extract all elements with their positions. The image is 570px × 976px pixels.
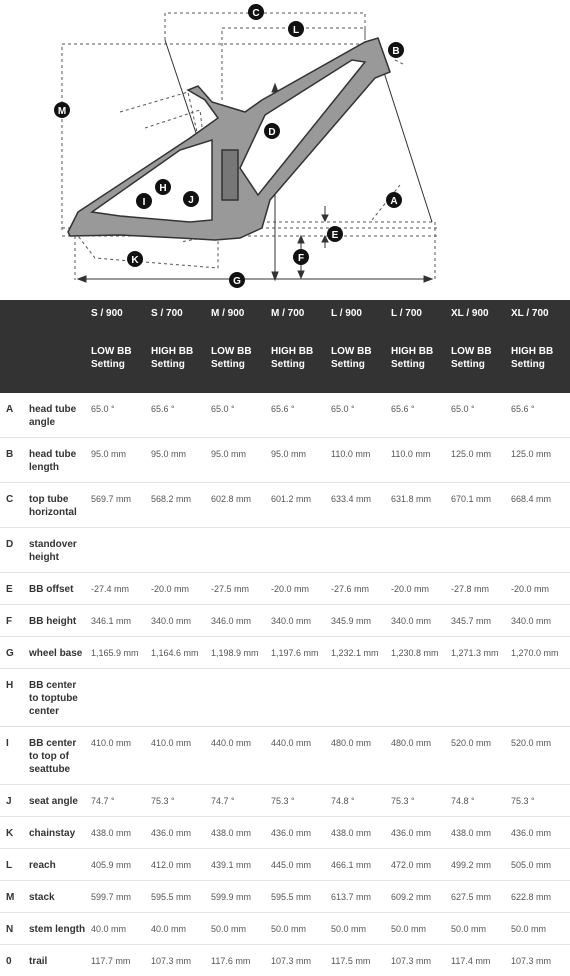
table-cell: 107.3 mm [390,945,450,976]
size-header: S / 900 [90,300,150,341]
table-cell: 631.8 mm [390,483,450,528]
table-cell: 668.4 mm [510,483,570,528]
bb-setting-header: HIGH BB Setting [510,341,570,393]
table-cell: -27.4 mm [90,573,150,605]
svg-text:D: D [268,127,275,138]
table-header [0,300,570,393]
row-label: wheel base [28,637,90,669]
table-cell: 670.1 mm [450,483,510,528]
size-header: S / 700 [150,300,210,341]
table-cell: 436.0 mm [510,817,570,849]
row-letter: E [0,573,28,605]
table-cell: 466.1 mm [330,849,390,881]
table-cell: 595.5 mm [270,881,330,913]
table-cell [330,528,390,573]
size-header: XL / 900 [450,300,510,341]
table-cell: 609.2 mm [390,881,450,913]
marker-d [264,123,280,139]
bb-setting-header: LOW BB Setting [210,341,270,393]
table-cell: 95.0 mm [150,438,210,483]
table-cell: 1,164.6 mm [150,637,210,669]
table-cell: 110.0 mm [390,438,450,483]
row-label: BB center to top of seattube [28,727,90,785]
table-cell: 110.0 mm [330,438,390,483]
table-cell: 345.9 mm [330,605,390,637]
svg-text:H: H [159,183,166,194]
table-cell: -20.0 mm [510,573,570,605]
size-header: M / 900 [210,300,270,341]
table-row [0,669,570,727]
table-cell: 438.0 mm [450,817,510,849]
geometry-table [0,300,570,976]
table-cell [390,669,450,727]
table-cell: 520.0 mm [510,727,570,785]
marker-m [54,102,70,118]
table-cell: 107.3 mm [510,945,570,976]
marker-l [288,21,304,37]
table-cell: 125.0 mm [450,438,510,483]
row-letter: I [0,727,28,785]
table-cell: 50.0 mm [210,913,270,945]
table-cell [270,528,330,573]
table-cell: 345.7 mm [450,605,510,637]
table-cell [270,669,330,727]
row-label: standover height [28,528,90,573]
table-cell: 117.4 mm [450,945,510,976]
table-cell: 568.2 mm [150,483,210,528]
table-cell: 107.3 mm [150,945,210,976]
table-cell: 40.0 mm [150,913,210,945]
table-row [0,785,570,817]
table-cell: 412.0 mm [150,849,210,881]
table-row [0,438,570,483]
table-cell: 599.9 mm [210,881,270,913]
table-cell: 601.2 mm [270,483,330,528]
table-cell: 438.0 mm [210,817,270,849]
table-cell: 65.0 ° [210,393,270,438]
svg-text:K: K [131,255,139,266]
table-cell: 410.0 mm [150,727,210,785]
table-cell: 1,165.9 mm [90,637,150,669]
svg-text:J: J [188,195,194,206]
svg-text:L: L [293,25,299,36]
row-label: BB height [28,605,90,637]
table-cell: -27.8 mm [450,573,510,605]
table-cell: -27.5 mm [210,573,270,605]
row-label: stack [28,881,90,913]
row-label: trail [28,945,90,976]
table-cell: 1,198.9 mm [210,637,270,669]
row-letter: N [0,913,28,945]
svg-text:B: B [392,46,399,57]
table-cell [330,669,390,727]
table-cell: 75.3 ° [510,785,570,817]
table-cell: 410.0 mm [90,727,150,785]
svg-text:F: F [298,253,304,264]
table-cell: 1,230.8 mm [390,637,450,669]
table-cell: 627.5 mm [450,881,510,913]
table-cell [390,528,450,573]
table-cell [90,669,150,727]
table-cell: 117.5 mm [330,945,390,976]
table-row [0,945,570,976]
table-cell [450,669,510,727]
bb-setting-header-row [0,341,570,393]
row-label: BB center to toptube center [28,669,90,727]
frame-geometry-diagram [0,0,570,300]
marker-h [155,179,171,195]
table-cell: 405.9 mm [90,849,150,881]
table-cell: 65.6 ° [390,393,450,438]
row-letter: F [0,605,28,637]
row-letter: C [0,483,28,528]
table-cell: 602.8 mm [210,483,270,528]
table-cell: 75.3 ° [150,785,210,817]
table-cell: 340.0 mm [150,605,210,637]
row-letter: M [0,881,28,913]
table-cell [150,669,210,727]
table-row [0,637,570,669]
marker-j [183,191,199,207]
table-cell: -20.0 mm [270,573,330,605]
table-row [0,573,570,605]
row-letter: L [0,849,28,881]
table-cell: 50.0 mm [270,913,330,945]
table-cell: 480.0 mm [390,727,450,785]
marker-c [248,4,264,20]
table-cell: 346.1 mm [90,605,150,637]
table-cell: 340.0 mm [390,605,450,637]
table-cell: 50.0 mm [510,913,570,945]
svg-text:A: A [390,196,397,207]
table-cell: 569.7 mm [90,483,150,528]
table-cell: 622.8 mm [510,881,570,913]
row-label: reach [28,849,90,881]
table-cell: 340.0 mm [270,605,330,637]
row-letter: J [0,785,28,817]
table-cell: 1,270.0 mm [510,637,570,669]
table-cell: 107.3 mm [270,945,330,976]
table-cell: 74.8 ° [330,785,390,817]
table-cell: 440.0 mm [210,727,270,785]
table-cell: 1,197.6 mm [270,637,330,669]
bb-setting-header: HIGH BB Setting [150,341,210,393]
size-header: L / 700 [390,300,450,341]
table-row [0,881,570,913]
table-row [0,913,570,945]
table-cell: 95.0 mm [210,438,270,483]
svg-text:M: M [58,106,66,117]
table-cell [210,669,270,727]
size-header: L / 900 [330,300,390,341]
row-label: head tube angle [28,393,90,438]
row-label: top tube horizontal [28,483,90,528]
table-cell: 65.6 ° [510,393,570,438]
table-cell: 436.0 mm [150,817,210,849]
table-cell: 74.8 ° [450,785,510,817]
table-cell [450,528,510,573]
table-cell: 50.0 mm [450,913,510,945]
bike-frame [68,38,390,240]
table-cell: 75.3 ° [390,785,450,817]
table-cell: 480.0 mm [330,727,390,785]
table-cell: -20.0 mm [390,573,450,605]
row-letter: G [0,637,28,669]
svg-text:E: E [332,230,339,241]
bb-setting-header: LOW BB Setting [330,341,390,393]
row-letter: B [0,438,28,483]
table-cell: 633.4 mm [330,483,390,528]
svg-text:G: G [233,276,241,287]
marker-a [386,192,402,208]
table-cell: -20.0 mm [150,573,210,605]
table-cell: 50.0 mm [390,913,450,945]
table-cell: 40.0 mm [90,913,150,945]
table-cell: 340.0 mm [510,605,570,637]
header-spacer [0,300,90,341]
table-cell: 75.3 ° [270,785,330,817]
table-cell: 499.2 mm [450,849,510,881]
row-label: head tube length [28,438,90,483]
header-spacer [0,341,90,393]
table-cell: 117.6 mm [210,945,270,976]
table-cell: 65.0 ° [90,393,150,438]
table-cell: 65.6 ° [150,393,210,438]
size-header: M / 700 [270,300,330,341]
table-cell: 65.0 ° [450,393,510,438]
marker-b [388,42,404,58]
row-letter: K [0,817,28,849]
table-cell: 438.0 mm [90,817,150,849]
row-letter: D [0,528,28,573]
row-label: chainstay [28,817,90,849]
table-cell: 50.0 mm [330,913,390,945]
table-cell: 436.0 mm [270,817,330,849]
row-letter: H [0,669,28,727]
table-cell: 505.0 mm [510,849,570,881]
table-cell [150,528,210,573]
table-cell: 95.0 mm [270,438,330,483]
table-row [0,727,570,785]
row-letter: A [0,393,28,438]
table-cell: 346.0 mm [210,605,270,637]
table-cell: 1,232.1 mm [330,637,390,669]
marker-i [136,193,152,209]
table-cell: 520.0 mm [450,727,510,785]
marker-k [127,251,143,267]
marker-f [293,249,309,265]
row-letter: 0 [0,945,28,976]
table-row [0,605,570,637]
table-cell: 436.0 mm [390,817,450,849]
table-cell: 65.6 ° [270,393,330,438]
table-cell: 445.0 mm [270,849,330,881]
svg-text:I: I [143,197,146,208]
svg-text:C: C [252,8,259,19]
table-cell: 125.0 mm [510,438,570,483]
table-cell: 599.7 mm [90,881,150,913]
table-cell: 472.0 mm [390,849,450,881]
bb-setting-header: LOW BB Setting [450,341,510,393]
bb-setting-header: HIGH BB Setting [270,341,330,393]
table-cell: 440.0 mm [270,727,330,785]
table-cell: 595.5 mm [150,881,210,913]
size-header-row [0,300,570,341]
bb-setting-header: HIGH BB Setting [390,341,450,393]
table-cell: -27.6 mm [330,573,390,605]
table-cell [510,669,570,727]
table-cell: 65.0 ° [330,393,390,438]
table-row [0,483,570,528]
table-cell [510,528,570,573]
table-cell: 438.0 mm [330,817,390,849]
bb-setting-header: LOW BB Setting [90,341,150,393]
table-cell: 74.7 ° [210,785,270,817]
row-label: BB offset [28,573,90,605]
table-cell: 613.7 mm [330,881,390,913]
marker-e [327,226,343,242]
table-row [0,817,570,849]
row-label: seat angle [28,785,90,817]
marker-g [229,272,245,288]
table-row [0,849,570,881]
table-cell [210,528,270,573]
table-row [0,393,570,438]
table-cell: 117.7 mm [90,945,150,976]
table-cell: 95.0 mm [90,438,150,483]
table-cell: 74.7 ° [90,785,150,817]
table-cell: 1,271.3 mm [450,637,510,669]
table-body [0,393,570,976]
row-label: stem length [28,913,90,945]
table-cell [90,528,150,573]
table-cell: 439.1 mm [210,849,270,881]
size-header: XL / 700 [510,300,570,341]
table-row [0,528,570,573]
